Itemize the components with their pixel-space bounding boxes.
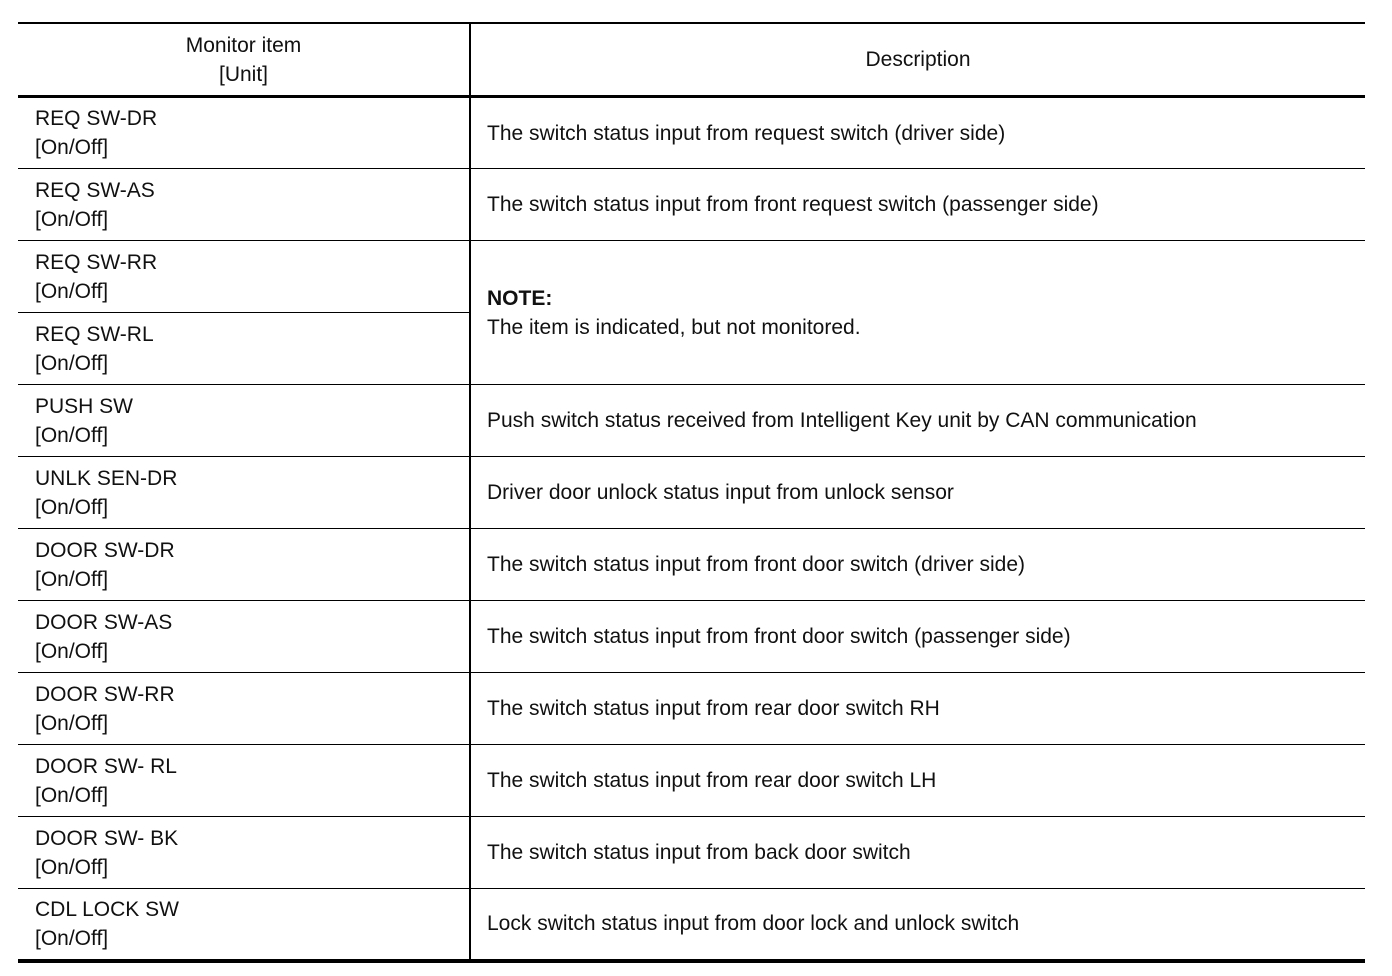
monitor-item-cell — [18, 817, 470, 889]
description-cell: The switch status input from front request switch (passenger side) — [470, 169, 1365, 241]
table-row — [18, 385, 1365, 457]
note-cell — [470, 241, 1365, 385]
monitor-item-header-label: Monitor item — [185, 33, 302, 57]
table-row — [18, 457, 1365, 529]
monitor-item-cell — [18, 745, 470, 817]
monitor-item-table — [18, 22, 1365, 963]
description-column-header — [470, 23, 1365, 97]
description-cell: Driver door unlock status input from unlock sensor — [470, 457, 1365, 529]
monitor-item-unit: [On/Off] — [35, 711, 109, 735]
unit-header-label: [Unit] — [218, 62, 268, 86]
monitor-item-cell — [18, 601, 470, 673]
note-text: The item is indicated, but not monitored. — [487, 315, 861, 339]
description-cell: The switch status input from front door switch (passenger side) — [470, 601, 1365, 673]
monitor-item-unit: [On/Off] — [35, 639, 109, 663]
table-row — [18, 673, 1365, 745]
table-row — [18, 817, 1365, 889]
monitor-item-cell — [18, 313, 470, 385]
monitor-item-column-header — [18, 23, 470, 97]
monitor-item-name: PUSH SW — [35, 394, 134, 418]
monitor-item-unit: [On/Off] — [35, 279, 109, 303]
table-row — [18, 97, 1365, 169]
monitor-item-unit: [On/Off] — [35, 423, 109, 447]
monitor-item-cell — [18, 97, 470, 169]
description-cell: Lock switch status input from door lock and unlock switch — [487, 912, 1020, 936]
description-cell: Push switch status received from Intelligent Key unit by CAN communication — [470, 385, 1365, 457]
monitor-item-name: REQ SW-RR — [35, 250, 158, 274]
monitor-item-name: DOOR SW-DR — [35, 538, 175, 562]
table-row — [18, 529, 1365, 601]
monitor-item-cell — [18, 889, 470, 961]
monitor-item-unit: [On/Off] — [35, 351, 109, 375]
monitor-item-cell — [18, 241, 470, 313]
note-title: NOTE: — [487, 286, 553, 310]
monitor-item-cell — [18, 385, 470, 457]
table-row — [18, 169, 1365, 241]
monitor-item-unit: [On/Off] — [35, 926, 109, 950]
description-header-label: Description — [865, 48, 971, 71]
monitor-item-name: REQ SW-DR — [35, 107, 158, 130]
description-cell: The switch status input from request switch (driver side) — [470, 97, 1365, 169]
monitor-item-name: REQ SW-AS — [35, 178, 155, 202]
monitor-item-unit: [On/Off] — [35, 567, 109, 591]
monitor-item-cell — [18, 673, 470, 745]
description-cell: The switch status input from front door switch (driver side) — [470, 529, 1365, 601]
description-cell: The switch status input from rear door switch LH — [470, 745, 1365, 817]
monitor-item-cell — [18, 529, 470, 601]
table-header-row — [18, 23, 1365, 97]
table-row — [18, 601, 1365, 673]
monitor-item-name: CDL LOCK SW — [35, 897, 179, 921]
monitor-item-unit: [On/Off] — [35, 207, 109, 231]
monitor-item-unit: [On/Off] — [35, 495, 109, 519]
monitor-item-name: DOOR SW- BK — [35, 826, 179, 850]
monitor-item-name: REQ SW-RL — [35, 322, 154, 346]
description-cell: The switch status input from back door switch — [470, 817, 1365, 889]
description-cell: The switch status input from rear door switch RH — [470, 673, 1365, 745]
table-row — [18, 241, 1365, 313]
table-row — [18, 745, 1365, 817]
monitor-item-cell — [18, 457, 470, 529]
monitor-item-unit: [On/Off] — [35, 783, 109, 807]
monitor-item-unit: [On/Off] — [35, 136, 109, 159]
table-row — [18, 889, 1365, 961]
monitor-item-name: DOOR SW-RR — [35, 682, 175, 706]
monitor-item-cell — [18, 169, 470, 241]
monitor-item-name: DOOR SW-AS — [35, 610, 173, 634]
monitor-item-unit: [On/Off] — [35, 855, 109, 879]
monitor-item-name: UNLK SEN-DR — [35, 466, 178, 490]
monitor-item-name: DOOR SW- RL — [35, 754, 177, 778]
